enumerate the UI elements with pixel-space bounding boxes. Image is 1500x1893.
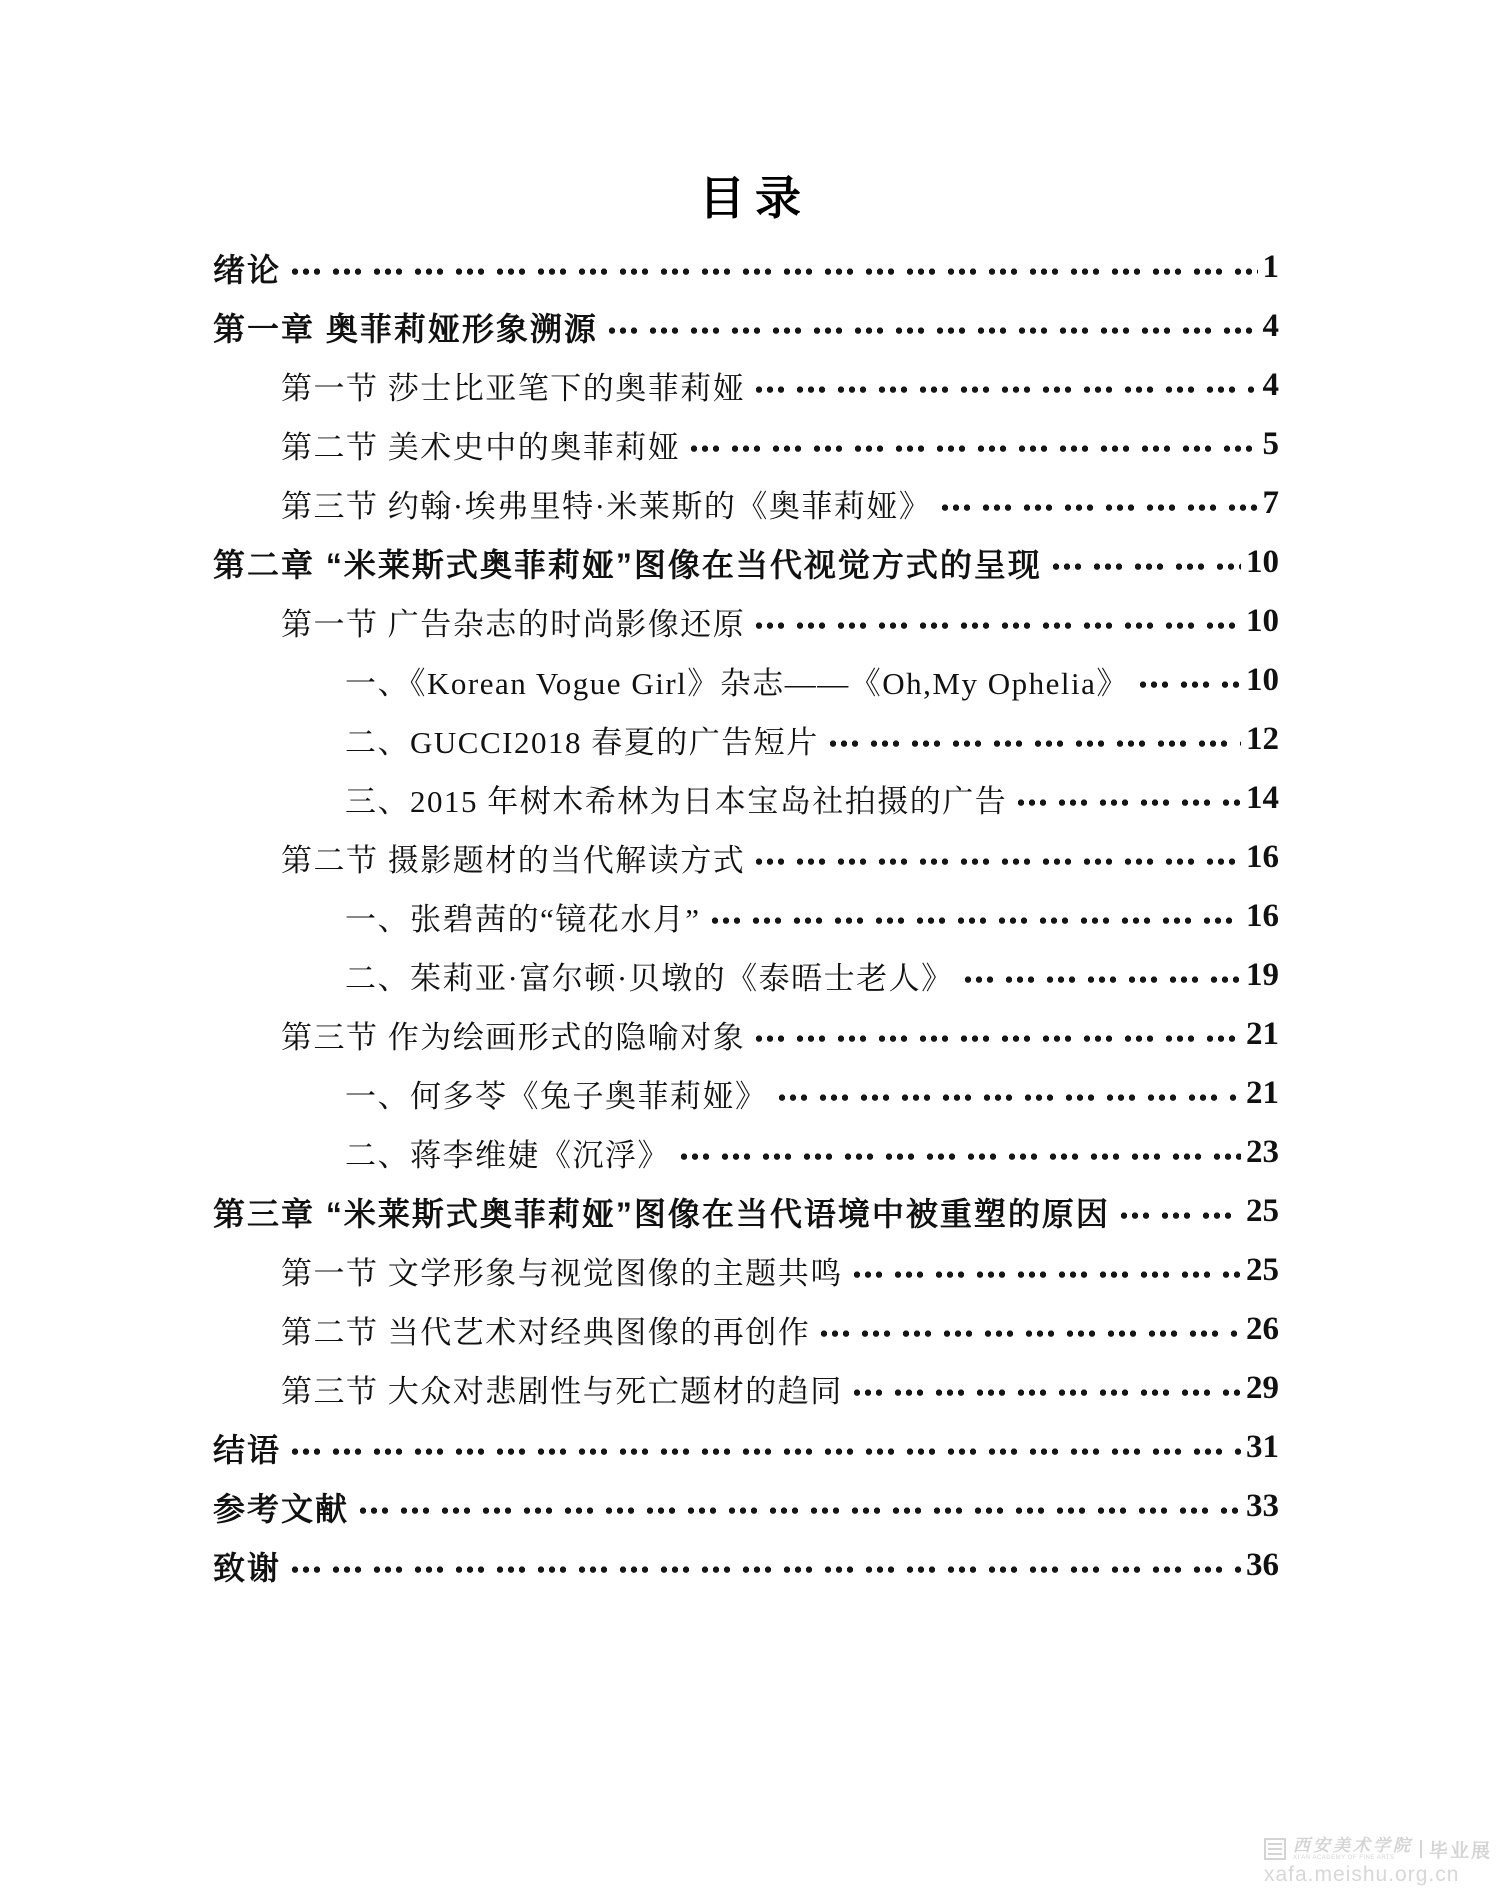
toc-entry <box>0 1241 1500 1300</box>
toc-entry-page: 10 <box>1246 544 1279 580</box>
watermark-divider <box>1420 1840 1422 1858</box>
toc-entry-label: 第三节 约翰·埃弗里特·米莱斯的《奥菲莉娅》 <box>281 489 932 524</box>
toc-entry <box>0 887 1500 946</box>
watermark-seal-icon <box>1264 1838 1286 1860</box>
toc-entry <box>0 1182 1500 1241</box>
toc-entry-page: 21 <box>1246 1075 1279 1111</box>
toc-entry <box>0 651 1500 710</box>
dot-leader <box>753 1005 1241 1064</box>
toc-entry <box>0 1123 1500 1182</box>
toc-entry <box>0 533 1500 592</box>
toc-entry-page: 14 <box>1246 780 1279 816</box>
toc-entry <box>0 1477 1500 1536</box>
dot-leader <box>753 356 1257 415</box>
toc-entry-label: 第一节 莎士比亚笔下的奥菲莉娅 <box>281 371 746 406</box>
toc-entry <box>0 297 1500 356</box>
toc-entry-page: 7 <box>1262 485 1279 521</box>
toc-entry-label: 第二节 美术史中的奥菲莉娅 <box>281 430 681 465</box>
toc-entry-label: 二、蒋李维婕《沉浮》 <box>345 1138 670 1173</box>
toc-entry-page: 23 <box>1246 1134 1279 1170</box>
toc-entry-label: 第一节 文学形象与视觉图像的主题共鸣 <box>281 1256 843 1291</box>
toc-entry-page: 26 <box>1246 1311 1279 1347</box>
toc-entry <box>0 238 1500 297</box>
toc-entry-page: 10 <box>1246 662 1279 698</box>
toc-entry-page: 25 <box>1246 1193 1279 1229</box>
dot-leader <box>289 1418 1241 1477</box>
toc-entry-label: 一、张碧茜的“镜花水月” <box>345 902 701 937</box>
toc-entry-label: 致谢 <box>213 1549 282 1586</box>
toc-entry <box>0 1300 1500 1359</box>
toc-entry <box>0 592 1500 651</box>
toc-entry-page: 19 <box>1246 957 1279 993</box>
toc-entry-label: 二、GUCCI2018 春夏的广告短片 <box>345 725 819 760</box>
toc-entry-page: 33 <box>1246 1488 1279 1524</box>
page-title: 目录 <box>699 172 811 224</box>
toc-entry-page: 12 <box>1246 721 1279 757</box>
watermark-school-name-en: XI'AN ACADEMY OF FINE ARTS <box>1292 1855 1395 1861</box>
toc-entry-page: 5 <box>1262 426 1279 462</box>
toc-entry-page: 10 <box>1246 603 1279 639</box>
dot-leader <box>709 887 1241 946</box>
toc-entry-label: 第三节 作为绘画形式的隐喻对象 <box>281 1020 746 1055</box>
toc-entry-label: 第三章 “米莱斯式奥菲莉娅”图像在当代语境中被重塑的原因 <box>213 1195 1110 1232</box>
dot-leader <box>357 1477 1241 1536</box>
dot-leader <box>606 297 1258 356</box>
dot-leader <box>851 1359 1241 1418</box>
toc-entry-page: 16 <box>1246 898 1279 934</box>
toc-list <box>0 238 1500 1595</box>
toc-entry-label: 参考文献 <box>213 1490 350 1527</box>
dot-leader <box>753 592 1241 651</box>
toc-entry-page: 36 <box>1246 1547 1279 1583</box>
toc-entry-page: 1 <box>1262 249 1279 285</box>
toc-entry-label: 第三节 大众对悲剧性与死亡题材的趋同 <box>281 1374 843 1409</box>
toc-entry-label: 三、2015 年树木希林为日本宝岛社拍摄的广告 <box>345 784 1008 819</box>
toc-entry-page: 4 <box>1262 308 1279 344</box>
toc-entry <box>0 1064 1500 1123</box>
toc-entry-label: 绪论 <box>213 251 282 288</box>
watermark <box>1264 1836 1492 1887</box>
toc-entry <box>0 828 1500 887</box>
dot-leader <box>827 710 1241 769</box>
toc-entry <box>0 415 1500 474</box>
dot-leader <box>1118 1182 1241 1241</box>
toc-entry <box>0 710 1500 769</box>
toc-entry-page: 29 <box>1246 1370 1279 1406</box>
watermark-school-name: 西安美术学院 <box>1292 1836 1413 1855</box>
toc-entry-label: 一、何多苓《兔子奥菲莉娅》 <box>345 1079 768 1114</box>
watermark-school <box>1293 1837 1413 1861</box>
dot-leader <box>818 1300 1241 1359</box>
dot-leader <box>1015 769 1241 828</box>
watermark-url: xafa.meishu.org.cn <box>1263 1863 1460 1886</box>
toc-entry <box>0 946 1500 1005</box>
toc-entry-page: 4 <box>1262 367 1279 403</box>
dot-leader <box>289 238 1257 297</box>
toc-entry-label: 第二节 摄影题材的当代解读方式 <box>281 843 746 878</box>
toc-entry-page: 31 <box>1246 1429 1279 1465</box>
dot-leader <box>753 828 1241 887</box>
toc-entry-page: 16 <box>1246 839 1279 875</box>
dot-leader <box>851 1241 1241 1300</box>
toc-entry-label: 第二节 当代艺术对经典图像的再创作 <box>281 1315 811 1350</box>
dot-leader <box>1050 533 1241 592</box>
toc-entry <box>0 1359 1500 1418</box>
toc-entry <box>0 1418 1500 1477</box>
dot-leader <box>289 1536 1241 1595</box>
toc-entry-page: 25 <box>1246 1252 1279 1288</box>
toc-entry-label: 二、茱莉亚·富尔顿·贝墩的《泰晤士老人》 <box>345 961 954 996</box>
dot-leader <box>939 474 1257 533</box>
toc-entry-label: 结语 <box>213 1431 282 1468</box>
toc-entry-label: 第一节 广告杂志的时尚影像还原 <box>281 607 746 642</box>
dot-leader <box>962 946 1241 1005</box>
toc-entry <box>0 1005 1500 1064</box>
dot-leader <box>678 1123 1241 1182</box>
toc-entry-label: 第二章 “米莱斯式奥菲莉娅”图像在当代视觉方式的呈现 <box>213 546 1042 583</box>
toc-entry <box>0 1536 1500 1595</box>
toc-entry <box>0 356 1500 415</box>
dot-leader <box>776 1064 1242 1123</box>
toc-entry <box>0 474 1500 533</box>
dot-leader <box>688 415 1257 474</box>
toc-entry-label: 一、《Korean Vogue Girl》杂志——《Oh,My Ophelia》 <box>345 666 1129 701</box>
watermark-top-row <box>1264 1836 1492 1862</box>
toc-entry <box>0 769 1500 828</box>
toc-entry-page: 21 <box>1246 1016 1279 1052</box>
watermark-exhibit-label: 毕业展 <box>1428 1840 1492 1862</box>
toc-entry-label: 第一章 奥菲莉娅形象溯源 <box>213 310 598 347</box>
dot-leader <box>1137 651 1241 710</box>
